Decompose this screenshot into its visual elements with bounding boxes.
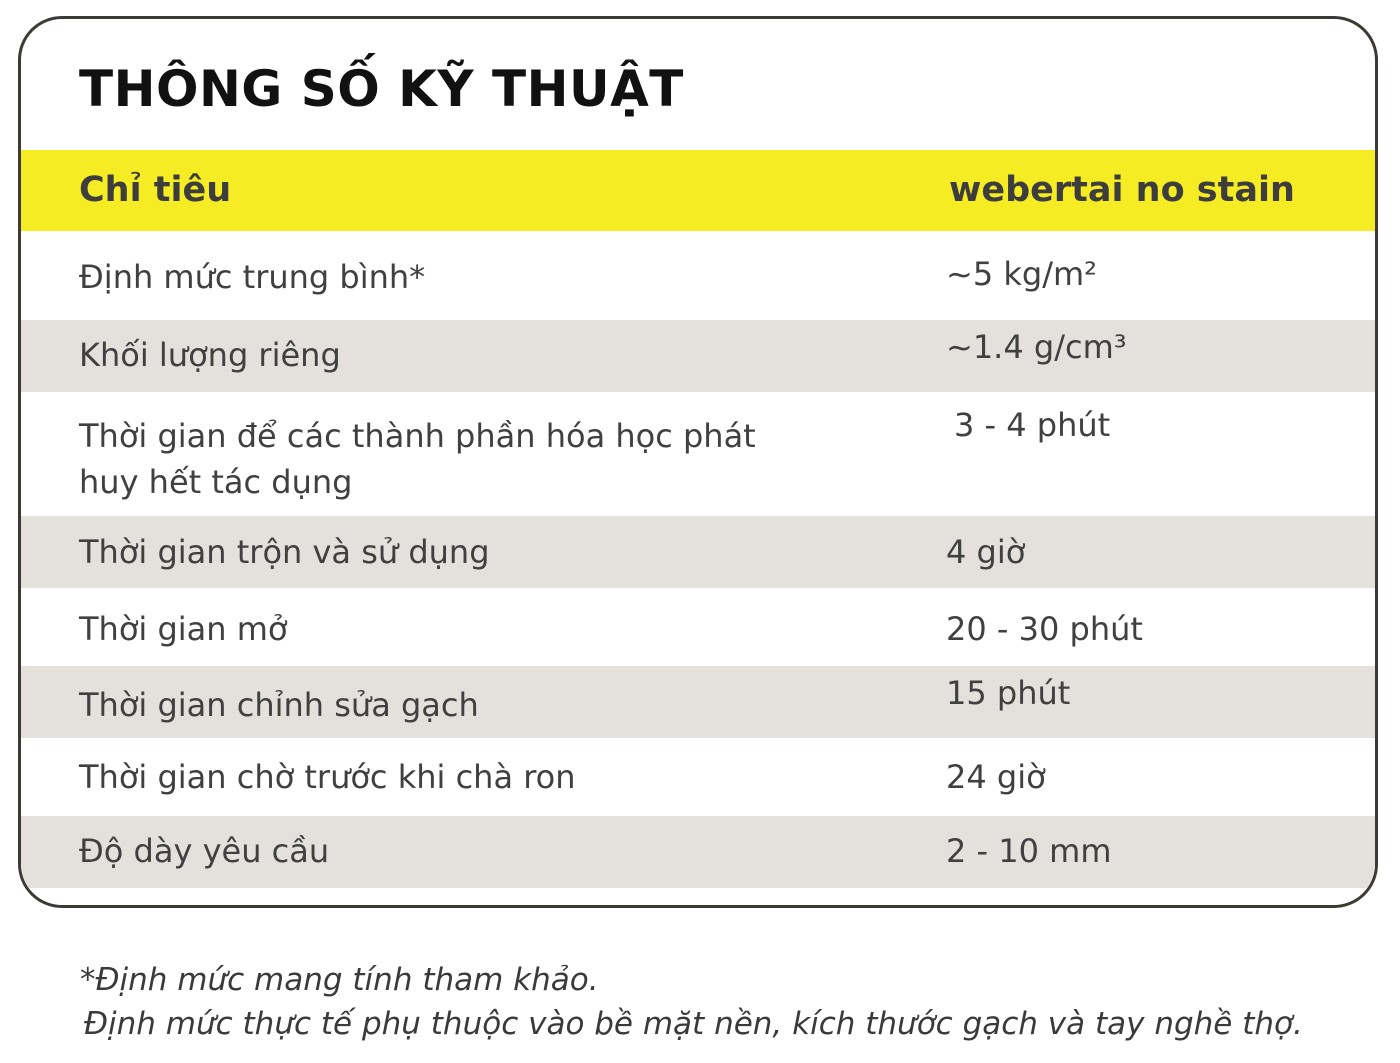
row-value: ~5 kg/m² xyxy=(946,255,1097,293)
row-value: 24 giờ xyxy=(946,758,1046,796)
row-label: Thời gian chờ trước khi chà ron xyxy=(79,758,576,796)
table-row xyxy=(21,816,1375,888)
row-label: Định mức trung bình* xyxy=(79,258,426,296)
row-value: ~1.4 g/cm³ xyxy=(946,328,1127,366)
footnote-line-1: *Định mức mang tính tham khảo. xyxy=(80,962,599,998)
table-header xyxy=(21,150,1375,231)
row-label: Thời gian để các thành phần hóa học phát huy hết tác dụng xyxy=(79,417,756,501)
table-row xyxy=(21,738,1375,816)
row-label: Thời gian trộn và sử dụng xyxy=(79,533,490,571)
table-row xyxy=(21,516,1375,588)
row-value: 20 - 30 phút xyxy=(946,610,1143,648)
footnote-line-2: Định mức thực tế phụ thuộc vào bề mặt nền, kích thước gạch và tay nghề thợ. xyxy=(84,1006,1303,1042)
table-row xyxy=(21,588,1375,666)
page-title: THÔNG SỐ KỸ THUẬT xyxy=(79,60,684,118)
row-label: Độ dày yêu cầu xyxy=(79,832,330,870)
row-value: 4 giờ xyxy=(946,533,1026,571)
row-label: Thời gian mở xyxy=(79,610,288,648)
row-label: Thời gian chỉnh sửa gạch xyxy=(79,686,479,724)
header-criteria: Chỉ tiêu xyxy=(79,170,232,210)
table-row xyxy=(21,666,1375,738)
header-product: webertai no stain xyxy=(949,170,1295,210)
row-label: Khối lượng riêng xyxy=(79,336,341,374)
row-value: 15 phút xyxy=(946,674,1071,712)
table-row xyxy=(21,320,1375,392)
table-row xyxy=(21,392,1375,516)
table-row xyxy=(21,231,1375,320)
spec-card xyxy=(18,16,1378,908)
row-value: 2 - 10 mm xyxy=(946,832,1112,870)
row-value: 3 - 4 phút xyxy=(954,406,1111,444)
